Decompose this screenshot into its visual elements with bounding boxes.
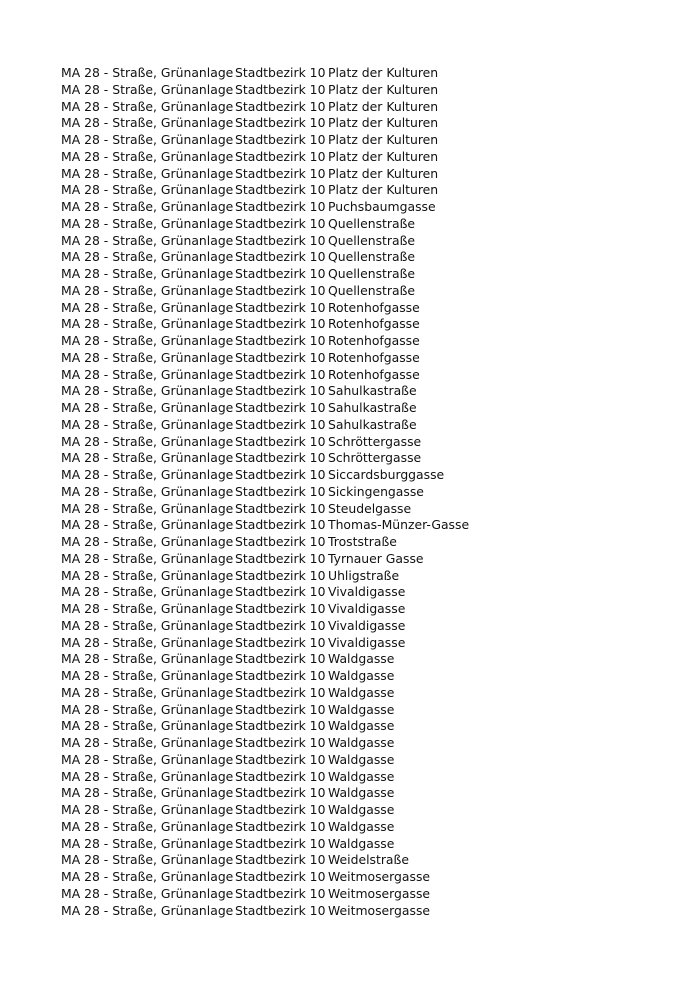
department-cell: MA 28 - Straße, Grünanlage [61,869,234,884]
department-cell: MA 28 - Straße, Grünanlage [61,132,234,147]
department-cell: MA 28 - Straße, Grünanlage [61,802,234,817]
department-cell: MA 28 - Straße, Grünanlage [61,232,234,248]
district-cell: Stadtbezirk 10 [235,785,326,801]
street-cell: Siccardsburggasse [328,467,445,482]
street-cell: Puchsbaumgasse [328,199,436,214]
department-cell: MA 28 - Straße, Grünanlage [61,634,234,650]
district-cell: Stadtbezirk 10 [235,199,326,214]
department-cell: MA 28 - Straße, Grünanlage [61,668,234,683]
district-cell: Stadtbezirk 10 [235,316,326,332]
district-cell: Stadtbezirk 10 [235,550,326,566]
street-cell: Sahulkastraße [328,416,417,432]
street-cell: Platz der Kulturen [328,115,439,131]
street-cell: Quellenstraße [328,266,416,281]
street-cell: Vivaldigasse [328,601,406,616]
street-cell: Waldgasse [328,751,395,767]
street-cell: Weidelstraße [328,852,409,868]
street-cell: Waldgasse [328,651,395,667]
district-cell: Stadtbezirk 10 [235,148,326,164]
street-cell: Schröttergasse [328,433,422,449]
district-cell: Stadtbezirk 10 [235,349,326,365]
district-cell: Stadtbezirk 10 [235,751,326,767]
district-cell: Stadtbezirk 10 [235,885,326,901]
district-cell: Stadtbezirk 10 [235,567,326,583]
street-cell: Waldgasse [328,718,395,734]
department-cell: MA 28 - Straße, Grünanlage [61,550,234,566]
department-cell: MA 28 - Straße, Grünanlage [61,684,234,700]
department-cell: MA 28 - Straße, Grünanlage [61,333,234,348]
department-cell: MA 28 - Straße, Grünanlage [61,651,234,667]
department-cell: MA 28 - Straße, Grünanlage [61,215,234,231]
district-cell: Stadtbezirk 10 [235,902,326,918]
department-cell: MA 28 - Straße, Grünanlage [61,768,234,784]
street-cell: Platz der Kulturen [328,165,439,181]
street-cell: Waldgasse [328,818,395,834]
department-cell: MA 28 - Straße, Grünanlage [61,617,234,633]
street-cell: Vivaldigasse [328,584,406,600]
department-cell: MA 28 - Straße, Grünanlage [61,366,234,382]
district-cell: Stadtbezirk 10 [235,282,326,298]
street-cell: Platz der Kulturen [328,81,439,97]
department-cell: MA 28 - Straße, Grünanlage [61,65,234,80]
district-cell: Stadtbezirk 10 [235,266,326,281]
street-cell: Platz der Kulturen [328,98,439,114]
district-cell: Stadtbezirk 10 [235,81,326,97]
district-cell: Stadtbezirk 10 [235,735,326,750]
street-cell: Schröttergasse [328,450,422,466]
department-cell: MA 28 - Straße, Grünanlage [61,601,234,616]
district-cell: Stadtbezirk 10 [235,601,326,616]
district-cell: Stadtbezirk 10 [235,333,326,348]
street-cell: Rotenhofgasse [328,349,420,365]
department-cell: MA 28 - Straße, Grünanlage [61,835,234,851]
department-cell: MA 28 - Straße, Grünanlage [61,148,234,164]
street-cell: Weitmosergasse [328,869,431,884]
district-cell: Stadtbezirk 10 [235,366,326,382]
street-cell: Quellenstraße [328,232,416,248]
district-cell: Stadtbezirk 10 [235,701,326,717]
street-cell: Waldgasse [328,835,395,851]
street-cell: Quellenstraße [328,249,416,265]
district-cell: Stadtbezirk 10 [235,450,326,466]
department-cell: MA 28 - Straße, Grünanlage [61,467,234,482]
department-cell: MA 28 - Straße, Grünanlage [61,818,234,834]
street-cell: Uhligstraße [328,567,400,583]
department-cell: MA 28 - Straße, Grünanlage [61,735,234,750]
department-cell: MA 28 - Straße, Grünanlage [61,299,234,315]
street-cell: Platz der Kulturen [328,182,439,198]
district-cell: Stadtbezirk 10 [235,668,326,683]
department-cell: MA 28 - Straße, Grünanlage [61,534,234,549]
street-cell: Rotenhofgasse [328,299,420,315]
district-cell: Stadtbezirk 10 [235,768,326,784]
department-cell: MA 28 - Straße, Grünanlage [61,416,234,432]
district-cell: Stadtbezirk 10 [235,500,326,516]
street-cell: Sahulkastraße [328,400,417,415]
department-cell: MA 28 - Straße, Grünanlage [61,885,234,901]
district-cell: Stadtbezirk 10 [235,433,326,449]
department-cell: MA 28 - Straße, Grünanlage [61,81,234,97]
street-cell: Platz der Kulturen [328,148,439,164]
street-cell: Quellenstraße [328,215,416,231]
district-cell: Stadtbezirk 10 [235,852,326,868]
street-cell: Sahulkastraße [328,383,417,399]
department-cell: MA 28 - Straße, Grünanlage [61,483,234,499]
street-cell: Rotenhofgasse [328,316,420,332]
department-cell: MA 28 - Straße, Grünanlage [61,584,234,600]
street-cell: Platz der Kulturen [328,65,439,80]
street-cell: Rotenhofgasse [328,366,420,382]
district-cell: Stadtbezirk 10 [235,869,326,884]
department-cell: MA 28 - Straße, Grünanlage [61,266,234,281]
department-cell: MA 28 - Straße, Grünanlage [61,316,234,332]
department-cell: MA 28 - Straße, Grünanlage [61,701,234,717]
street-cell: Waldgasse [328,668,395,683]
district-cell: Stadtbezirk 10 [235,215,326,231]
department-cell: MA 28 - Straße, Grünanlage [61,400,234,415]
district-cell: Stadtbezirk 10 [235,299,326,315]
department-cell: MA 28 - Straße, Grünanlage [61,282,234,298]
street-cell: Rotenhofgasse [328,333,420,348]
district-cell: Stadtbezirk 10 [235,651,326,667]
district-cell: Stadtbezirk 10 [235,249,326,265]
district-cell: Stadtbezirk 10 [235,232,326,248]
street-cell: Weitmosergasse [328,902,431,918]
district-cell: Stadtbezirk 10 [235,416,326,432]
department-cell: MA 28 - Straße, Grünanlage [61,433,234,449]
department-cell: MA 28 - Straße, Grünanlage [61,567,234,583]
district-cell: Stadtbezirk 10 [235,115,326,131]
street-cell: Tyrnauer Gasse [328,550,424,566]
district-cell: Stadtbezirk 10 [235,617,326,633]
street-cell: Waldgasse [328,785,395,801]
department-cell: MA 28 - Straße, Grünanlage [61,249,234,265]
street-cell: Thomas-Münzer-Gasse [328,517,470,533]
department-cell: MA 28 - Straße, Grünanlage [61,383,234,399]
district-cell: Stadtbezirk 10 [235,98,326,114]
department-cell: MA 28 - Straße, Grünanlage [61,115,234,131]
department-cell: MA 28 - Straße, Grünanlage [61,852,234,868]
department-cell: MA 28 - Straße, Grünanlage [61,98,234,114]
district-cell: Stadtbezirk 10 [235,684,326,700]
district-cell: Stadtbezirk 10 [235,634,326,650]
department-cell: MA 28 - Straße, Grünanlage [61,718,234,734]
department-cell: MA 28 - Straße, Grünanlage [61,517,234,533]
department-cell: MA 28 - Straße, Grünanlage [61,450,234,466]
street-cell: Vivaldigasse [328,617,406,633]
street-cell: Vivaldigasse [328,634,406,650]
district-cell: Stadtbezirk 10 [235,400,326,415]
district-cell: Stadtbezirk 10 [235,718,326,734]
street-cell: Steudelgasse [328,500,412,516]
district-cell: Stadtbezirk 10 [235,383,326,399]
district-cell: Stadtbezirk 10 [235,835,326,851]
street-cell: Waldgasse [328,802,395,817]
department-cell: MA 28 - Straße, Grünanlage [61,349,234,365]
district-cell: Stadtbezirk 10 [235,483,326,499]
street-cell: Waldgasse [328,684,395,700]
street-cell: Troststraße [328,534,397,549]
street-cell: Waldgasse [328,701,395,717]
street-cell: Platz der Kulturen [328,132,439,147]
department-cell: MA 28 - Straße, Grünanlage [61,500,234,516]
district-cell: Stadtbezirk 10 [235,818,326,834]
district-cell: Stadtbezirk 10 [235,517,326,533]
department-cell: MA 28 - Straße, Grünanlage [61,165,234,181]
district-cell: Stadtbezirk 10 [235,534,326,549]
street-cell: Weitmosergasse [328,885,431,901]
street-cell: Waldgasse [328,768,395,784]
district-cell: Stadtbezirk 10 [235,132,326,147]
department-cell: MA 28 - Straße, Grünanlage [61,785,234,801]
department-cell: MA 28 - Straße, Grünanlage [61,199,234,214]
district-cell: Stadtbezirk 10 [235,467,326,482]
street-cell: Waldgasse [328,735,395,750]
department-cell: MA 28 - Straße, Grünanlage [61,902,234,918]
district-cell: Stadtbezirk 10 [235,65,326,80]
district-cell: Stadtbezirk 10 [235,165,326,181]
district-cell: Stadtbezirk 10 [235,802,326,817]
street-cell: Sickingengasse [328,483,424,499]
street-cell: Quellenstraße [328,282,416,298]
department-cell: MA 28 - Straße, Grünanlage [61,182,234,198]
department-cell: MA 28 - Straße, Grünanlage [61,751,234,767]
district-cell: Stadtbezirk 10 [235,182,326,198]
district-cell: Stadtbezirk 10 [235,584,326,600]
